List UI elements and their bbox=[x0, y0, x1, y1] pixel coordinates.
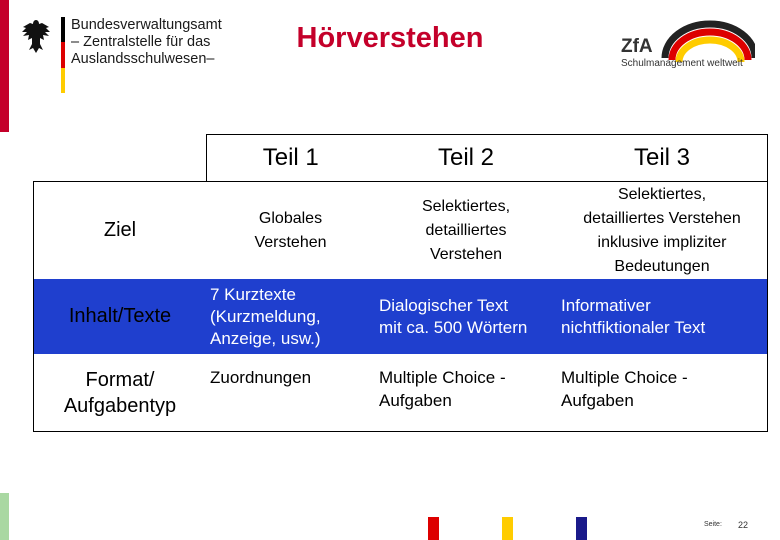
cell-line: Selektiertes, bbox=[617, 185, 707, 203]
footer-blue-mark bbox=[576, 517, 587, 540]
cell-line: Anzeige, usw.) bbox=[210, 328, 321, 348]
table-cell bbox=[206, 279, 375, 354]
cell-line: Multiple Choice - bbox=[561, 368, 688, 387]
ministry-line-2: – Zentralstelle für das bbox=[71, 34, 211, 50]
zfa-logo-text: ZfA bbox=[621, 36, 653, 57]
cell-line: Zuordnungen bbox=[210, 368, 312, 387]
cell-line: Dialogischer Text bbox=[379, 295, 509, 315]
cell-line: inklusive impliziter bbox=[597, 233, 727, 251]
cell-line: Informativer bbox=[561, 295, 651, 315]
left-green-accent-bar bbox=[0, 493, 9, 540]
cell-line: Aufgaben bbox=[379, 391, 452, 410]
table-cell bbox=[206, 354, 375, 432]
table-row bbox=[34, 182, 768, 280]
zfa-tagline: Schulmanagement weltweit bbox=[621, 58, 743, 69]
row-label: Ziel bbox=[34, 182, 207, 280]
table-corner-cell bbox=[34, 135, 207, 182]
table-cell bbox=[375, 182, 557, 280]
table-row bbox=[34, 354, 768, 432]
footer-gold-mark bbox=[502, 517, 513, 540]
table-cell bbox=[557, 182, 768, 280]
row-label: Inhalt/Texte bbox=[34, 279, 207, 354]
cell-line: detailliertes Verstehen bbox=[583, 209, 741, 227]
cell-line: Verstehen bbox=[254, 233, 327, 251]
cell-line: Multiple Choice - bbox=[379, 368, 506, 387]
table-cell bbox=[557, 279, 768, 354]
row-label bbox=[34, 354, 207, 432]
table-cell bbox=[206, 182, 375, 280]
cell-line: Verstehen bbox=[429, 245, 503, 263]
table-row bbox=[34, 279, 768, 354]
ministry-line-1: Bundesverwaltungsamt bbox=[71, 17, 222, 33]
cell-line: 7 Kurztexte bbox=[210, 284, 296, 304]
ministry-line-3: Auslandsschulwesen– bbox=[71, 51, 215, 67]
table-header-row bbox=[34, 135, 768, 182]
cell-line: Bedeutungen bbox=[614, 257, 710, 275]
cell-line: Selektiertes, bbox=[421, 197, 511, 215]
cell-line: detailliertes bbox=[425, 221, 507, 239]
left-red-accent-bar bbox=[0, 0, 9, 132]
column-header: Teil 1 bbox=[206, 135, 375, 182]
table-cell bbox=[375, 279, 557, 354]
row-label-line: Format/ bbox=[85, 368, 155, 391]
page-number: 22 bbox=[738, 520, 749, 530]
page-label: Seite: bbox=[704, 521, 722, 528]
cell-line: Aufgaben bbox=[561, 391, 634, 410]
footer-red-mark bbox=[428, 517, 439, 540]
row-label-line: Aufgabentyp bbox=[63, 394, 177, 417]
exam-structure-table bbox=[33, 134, 768, 432]
table-cell bbox=[557, 354, 768, 432]
cell-line: nichtfiktionaler Text bbox=[561, 317, 706, 337]
table-cell bbox=[375, 354, 557, 432]
cell-line: Globales bbox=[258, 209, 323, 227]
page-title: Hörverstehen bbox=[296, 22, 484, 54]
column-header: Teil 2 bbox=[375, 135, 557, 182]
column-header: Teil 3 bbox=[557, 135, 768, 182]
cell-line: (Kurzmeldung, bbox=[210, 306, 321, 326]
cell-line: mit ca. 500 Wörtern bbox=[379, 317, 528, 337]
